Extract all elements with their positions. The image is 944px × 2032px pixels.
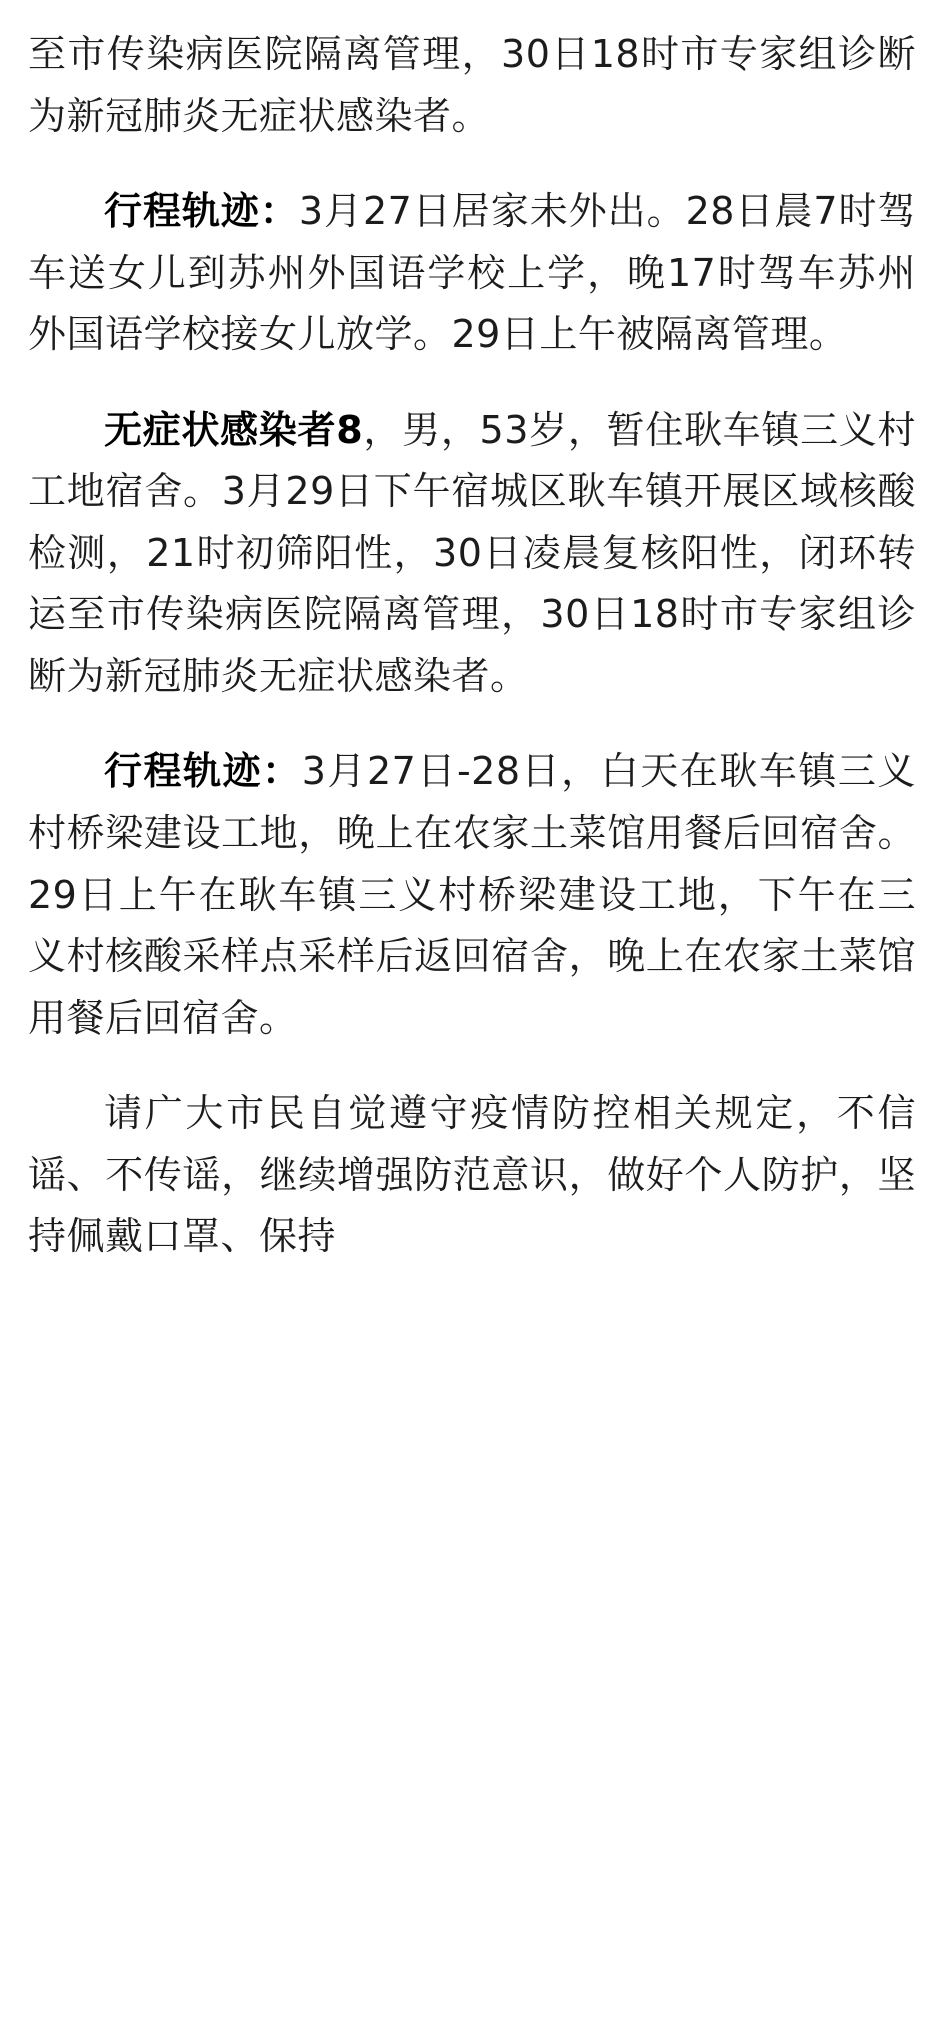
paragraph-lead: 行程轨迹： (104, 189, 299, 234)
paragraph-text: 至市传染病医院隔离管理，30日18时市专家组诊断为新冠肺炎无症状感染者。 (28, 32, 916, 138)
paragraph-lead: 无症状感染者8 (104, 407, 364, 452)
paragraph-lead: 行程轨迹： (104, 749, 302, 794)
paragraph-text: 请广大市民自觉遵守疫情防控相关规定，不信谣、不传谣，继续增强防范意识，做好个人防护，坚持佩戴口罩、保持 (28, 1091, 916, 1259)
paragraph-text: 3月27日居家未外出。28日晨7时驾车送女儿到苏州外国语学校上学，晚17时驾车苏州外国语学校接女儿放学。29日上午被隔离管理。 (28, 189, 916, 357)
paragraph-travel-history-case8 (28, 741, 916, 1049)
paragraph-public-notice (28, 1083, 916, 1268)
paragraph-text: 3月27日-28日，白天在耿车镇三义村桥梁建设工地，晚上在农家土菜馆用餐后回宿舍。29日上午在耿车镇三义村桥梁建设工地，下午在三义村核酸采样点采样后返回宿舍，晚上在农家土菜馆用餐后回宿舍。 (28, 749, 916, 1040)
paragraph-text: ，男，53岁，暂住耿车镇三义村工地宿舍。3月29日下午宿城区耿车镇开展区域核酸检测，21时初筛阳性，30日凌晨复核阳性，闭环转运至市传染病医院隔离管理，30日18时市专家组诊断为新冠肺炎无症状感染者。 (28, 407, 916, 698)
paragraph-case-8 (28, 400, 916, 708)
paragraph-continuation-case7 (28, 24, 916, 147)
paragraph-travel-history-case7 (28, 181, 916, 366)
